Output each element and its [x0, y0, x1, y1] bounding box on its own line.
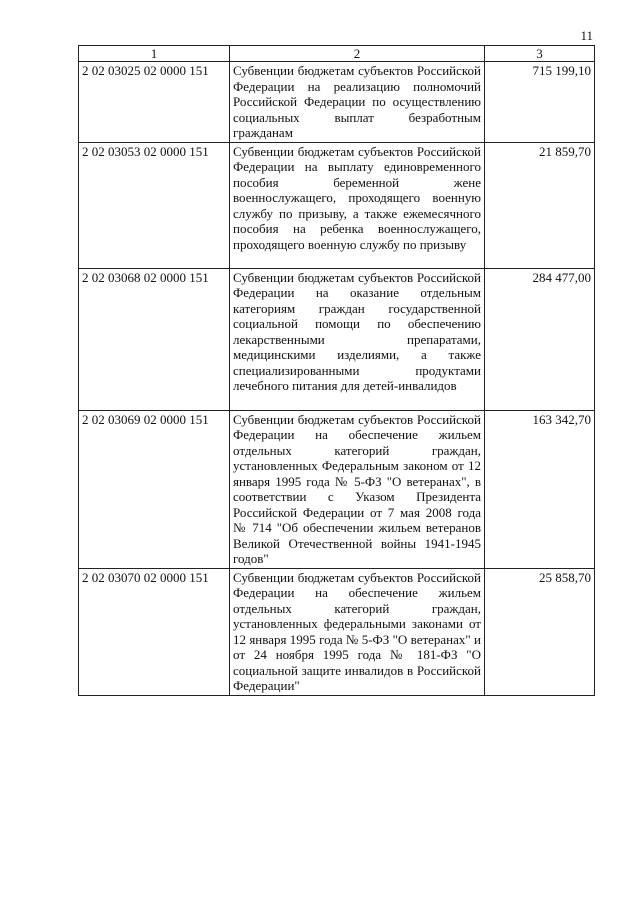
- table-row: [79, 62, 595, 143]
- table-row: [79, 142, 595, 268]
- amount-cell: 163 342,70: [485, 410, 595, 568]
- budget-revenue-table: [78, 45, 595, 696]
- budget-code-cell: 2 02 03070 02 0000 151: [79, 568, 230, 695]
- table-row: [79, 410, 595, 568]
- description-cell: Субвенции бюджетам субъектов Российской Федерации на реализацию полномочий Российской Федерации по осуществлению социальных выплат безработным гражданам: [230, 62, 485, 143]
- description-cell: Субвенции бюджетам субъектов Российской Федерации на обеспечение жильем отдельных категорий граждан, установленных федеральными законами от 12 января 1995 года № 5-ФЗ "О ветеранах" и от 24 ноября 1995 года № 181-ФЗ "О социальной защите инвалидов в Российской Федерации": [230, 568, 485, 695]
- column-header-description: 2: [230, 46, 485, 62]
- budget-code-cell: 2 02 03068 02 0000 151: [79, 268, 230, 410]
- amount-cell: 21 859,70: [485, 142, 595, 268]
- budget-code-cell: 2 02 03025 02 0000 151: [79, 62, 230, 143]
- amount-cell: 715 199,10: [485, 62, 595, 143]
- column-header-code: 1: [79, 46, 230, 62]
- budget-code-cell: 2 02 03053 02 0000 151: [79, 142, 230, 268]
- budget-code-cell: 2 02 03069 02 0000 151: [79, 410, 230, 568]
- table-row: [79, 568, 595, 695]
- table-header-row: [79, 46, 595, 62]
- column-header-amount: 3: [485, 46, 595, 62]
- description-cell: Субвенции бюджетам субъектов Российской Федерации на оказание отдельным категориям граждан государственной социальной помощи по обеспечению лекарственными препаратами, медицинскими изделиями, а также специализированными продуктами лечебного питания для детей-инвалидов: [230, 268, 485, 410]
- description-cell: Субвенции бюджетам субъектов Российской Федерации на обеспечение жильем отдельных категорий граждан, установленных Федеральным законом от 12 января 1995 года № 5-ФЗ "О ветеранах", в соответствии с Указом Президента Российской Федерации от 7 мая 2008 года № 714 "Об обеспечении жильем ветеранов Великой Отечественной войны 1941-1945 годов": [230, 410, 485, 568]
- amount-cell: 284 477,00: [485, 268, 595, 410]
- description-cell: Субвенции бюджетам субъектов Российской Федерации на выплату единовременного пособия беременной жене военнослужащего, проходящего военную службу по призыву, а также ежемесячного пособия на ребенка военнослужащего, проходящего военную службу по призыву: [230, 142, 485, 268]
- amount-cell: 25 858,70: [485, 568, 595, 695]
- page-number: 11: [580, 28, 593, 43]
- table-row: [79, 268, 595, 410]
